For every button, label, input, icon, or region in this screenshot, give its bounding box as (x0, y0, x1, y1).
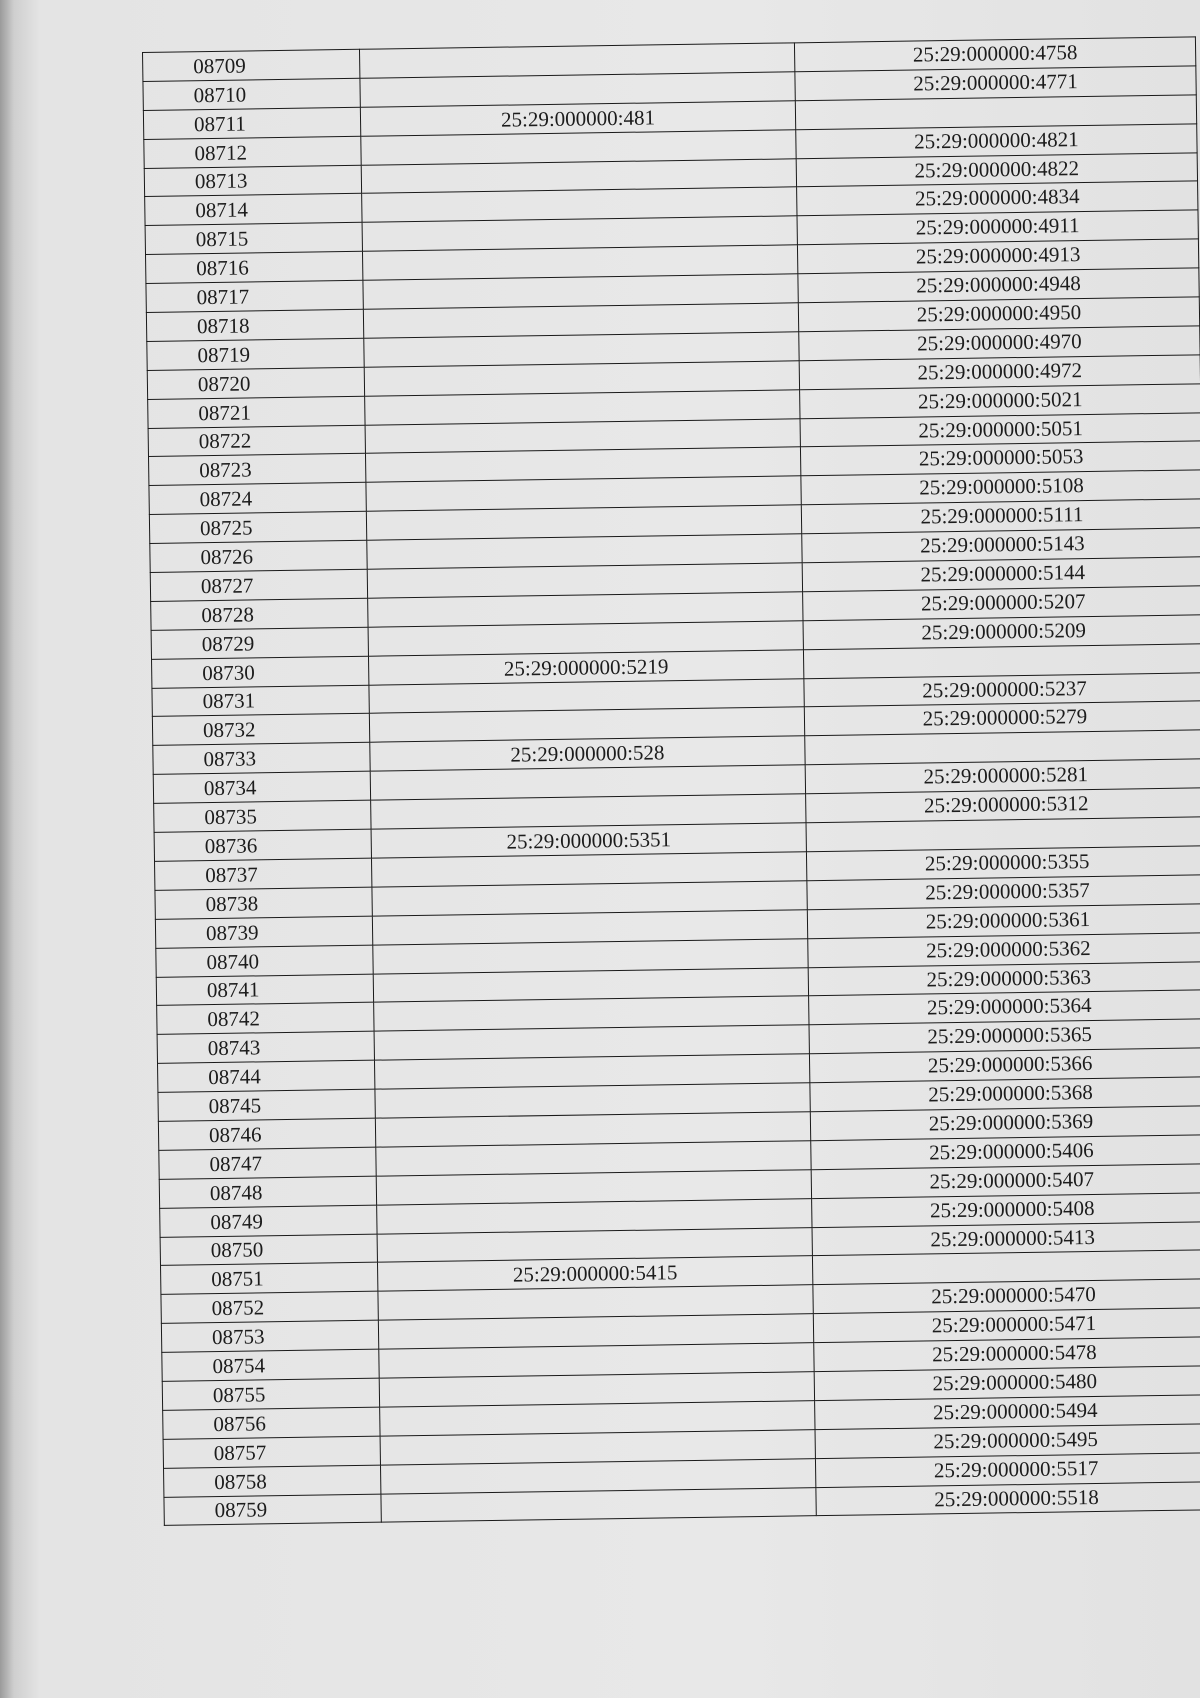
row-number-cell: 08717 (146, 280, 363, 312)
row-number-cell: 08733 (153, 743, 370, 775)
cadastral-number-cell-right: 25:29:000000:4821 (796, 124, 1197, 159)
cadastral-number-cell-right: 25:29:000000:4970 (799, 326, 1200, 361)
cadastral-number-cell-right: 25:29:000000:4972 (799, 355, 1200, 390)
cadastral-number-cell-right: 25:29:000000:5362 (808, 932, 1200, 967)
cadastral-number-cell-right: 25:29:000000:5053 (800, 441, 1200, 476)
row-number-cell: 08711 (143, 107, 360, 139)
cadastral-number-cell-right: 25:29:000000:5406 (811, 1135, 1200, 1170)
row-number-cell: 08731 (152, 685, 369, 717)
row-number-cell: 08748 (159, 1176, 376, 1208)
row-number-cell: 08752 (161, 1291, 378, 1323)
cadastral-number-cell-right: 25:29:000000:4911 (797, 210, 1198, 245)
cadastral-number-cell-right: 25:29:000000:5361 (807, 903, 1200, 938)
cadastral-number-cell-middle: 25:29:000000:5415 (377, 1256, 812, 1291)
row-number-cell: 08738 (155, 887, 372, 919)
row-number-cell: 08723 (149, 454, 366, 486)
row-number-cell: 08710 (143, 78, 360, 110)
cadastral-number-cell-right: 25:29:000000:5312 (806, 788, 1200, 823)
cadastral-number-cell-right: 25:29:000000:5111 (801, 499, 1200, 534)
row-number-cell: 08712 (144, 136, 361, 168)
row-number-cell: 08747 (159, 1147, 376, 1179)
row-number-cell: 08716 (146, 251, 363, 283)
row-number-cell: 08750 (160, 1234, 377, 1266)
cadastral-number-cell-right: 25:29:000000:5279 (804, 701, 1200, 736)
cadastral-number-cell-middle: 25:29:000000:481 (360, 101, 795, 136)
cadastral-number-cell-right: 25:29:000000:5355 (806, 846, 1200, 881)
cadastral-number-cell-right: 25:29:000000:5363 (808, 961, 1200, 996)
row-number-cell: 08755 (162, 1378, 379, 1410)
table-body (143, 37, 1200, 1526)
row-number-cell: 08714 (145, 194, 362, 226)
cadastral-number-cell-right: 25:29:000000:5407 (811, 1163, 1200, 1198)
row-number-cell: 08756 (163, 1407, 380, 1439)
cadastral-number-cell-right: 25:29:000000:5408 (812, 1192, 1200, 1227)
row-number-cell: 08719 (147, 338, 364, 370)
row-number-cell: 08718 (146, 309, 363, 341)
row-number-cell: 08759 (164, 1494, 381, 1526)
cadastral-number-cell-right: 25:29:000000:5470 (813, 1279, 1200, 1314)
cadastral-number-cell-right: 25:29:000000:5494 (815, 1395, 1200, 1430)
cadastral-number-cell-right: 25:29:000000:5364 (809, 990, 1200, 1025)
row-number-cell: 08751 (161, 1263, 378, 1295)
cadastral-number-cell-right: 25:29:000000:5237 (804, 672, 1200, 707)
row-number-cell: 08709 (143, 49, 360, 81)
row-number-cell: 08720 (147, 367, 364, 399)
cadastral-table (142, 36, 1200, 1526)
cadastral-number-cell-right: 25:29:000000:5517 (815, 1452, 1200, 1487)
cadastral-number-cell-right: 25:29:000000:5281 (805, 759, 1200, 794)
table-sheet (142, 37, 1164, 1526)
row-number-cell: 08724 (149, 483, 366, 515)
cadastral-number-cell-right: 25:29:000000:5480 (814, 1366, 1200, 1401)
cadastral-number-cell-right: 25:29:000000:5144 (802, 557, 1200, 592)
row-number-cell: 08728 (151, 598, 368, 630)
cadastral-number-cell-right: 25:29:000000:4822 (796, 152, 1197, 187)
row-number-cell: 08735 (154, 800, 371, 832)
cadastral-number-cell-right: 25:29:000000:5495 (815, 1423, 1200, 1458)
row-number-cell: 08729 (151, 627, 368, 659)
cadastral-number-cell-right: 25:29:000000:4758 (794, 37, 1195, 72)
cadastral-number-cell-right: 25:29:000000:5366 (809, 1048, 1200, 1083)
row-number-cell: 08746 (158, 1118, 375, 1150)
cadastral-number-cell-right: 25:29:000000:4771 (795, 66, 1196, 101)
cadastral-number-cell-right: 25:29:000000:5021 (800, 384, 1200, 419)
row-number-cell: 08730 (152, 656, 369, 688)
row-number-cell: 08742 (157, 1003, 374, 1035)
cadastral-number-cell-middle (381, 1487, 816, 1522)
row-number-cell: 08743 (157, 1031, 374, 1063)
cadastral-number-cell-right: 25:29:000000:5413 (812, 1221, 1200, 1256)
cadastral-number-cell-right: 25:29:000000:5368 (810, 1077, 1200, 1112)
cadastral-number-cell-right: 25:29:000000:5108 (801, 470, 1200, 505)
row-number-cell: 08737 (155, 858, 372, 890)
cadastral-number-cell-right: 25:29:000000:5357 (807, 875, 1200, 910)
row-number-cell: 08749 (160, 1205, 377, 1237)
cadastral-number-cell-right: 25:29:000000:5518 (816, 1481, 1200, 1516)
cadastral-number-cell-right: 25:29:000000:5471 (813, 1308, 1200, 1343)
row-number-cell: 08734 (153, 771, 370, 803)
row-number-cell: 08744 (158, 1060, 375, 1092)
row-number-cell: 08741 (156, 974, 373, 1006)
cadastral-number-cell-right: 25:29:000000:5051 (800, 412, 1200, 447)
row-number-cell: 08726 (150, 540, 367, 572)
row-number-cell: 08715 (145, 223, 362, 255)
row-number-cell: 08736 (154, 829, 371, 861)
cadastral-number-cell-right: 25:29:000000:5143 (802, 528, 1200, 563)
row-number-cell: 08725 (149, 511, 366, 543)
row-number-cell: 08757 (163, 1436, 380, 1468)
cadastral-number-cell-right: 25:29:000000:5209 (803, 615, 1200, 650)
cadastral-number-cell-right: 25:29:000000:4913 (797, 239, 1198, 274)
row-number-cell: 08745 (158, 1089, 375, 1121)
row-number-cell: 08753 (161, 1320, 378, 1352)
cadastral-number-cell-middle: 25:29:000000:528 (370, 736, 805, 771)
cadastral-number-cell-right: 25:29:000000:4950 (798, 297, 1199, 332)
cadastral-number-cell-right: 25:29:000000:4948 (798, 268, 1199, 303)
row-number-cell: 08740 (156, 945, 373, 977)
row-number-cell: 08713 (144, 165, 361, 197)
row-number-cell: 08721 (148, 396, 365, 428)
cadastral-number-cell-right: 25:29:000000:5478 (814, 1337, 1200, 1372)
cadastral-number-cell-middle: 25:29:000000:5219 (368, 649, 803, 684)
row-number-cell: 08754 (162, 1349, 379, 1381)
cadastral-number-cell-right: 25:29:000000:4834 (797, 181, 1198, 216)
cadastral-number-cell-middle: 25:29:000000:5351 (371, 823, 806, 858)
row-number-cell: 08739 (155, 916, 372, 948)
cadastral-number-cell-right: 25:29:000000:5365 (809, 1019, 1200, 1054)
cadastral-number-cell-right: 25:29:000000:5207 (803, 586, 1200, 621)
row-number-cell: 08758 (164, 1465, 381, 1497)
cadastral-number-cell-right: 25:29:000000:5369 (810, 1106, 1200, 1141)
row-number-cell: 08722 (148, 425, 365, 457)
row-number-cell: 08732 (152, 714, 369, 746)
row-number-cell: 08727 (150, 569, 367, 601)
